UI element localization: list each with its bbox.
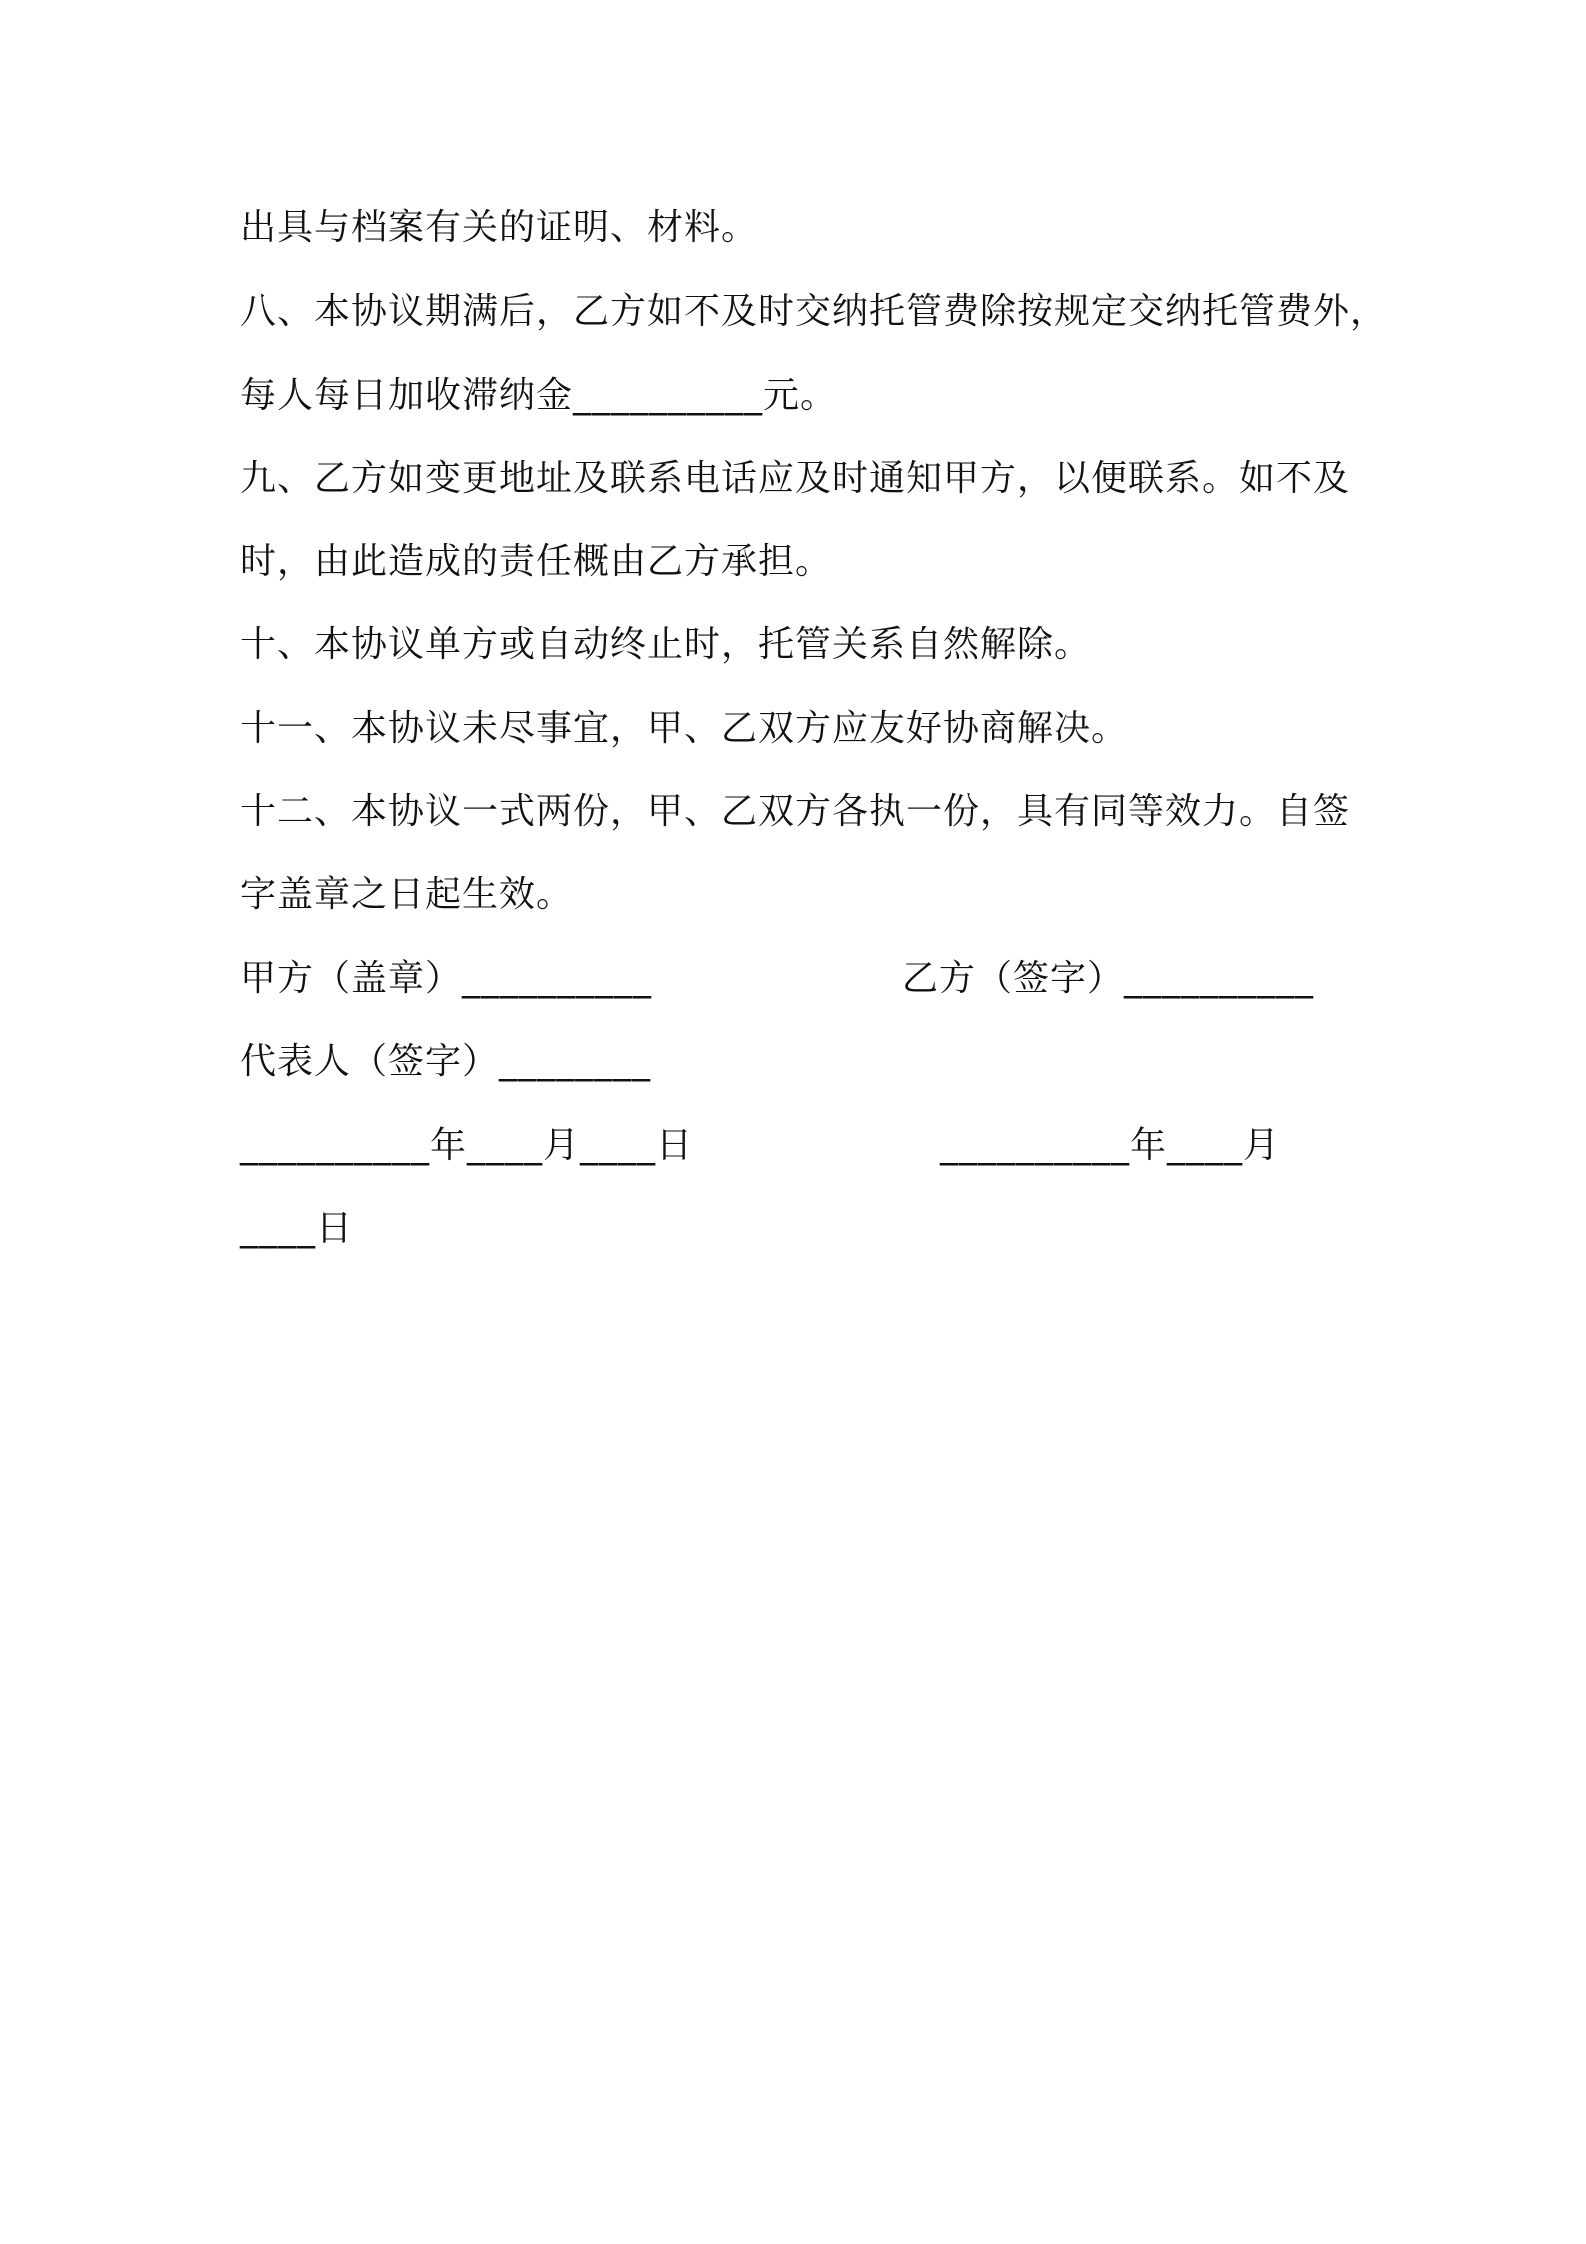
- clause-7-continued: 出具与档案有关的证明、材料。: [240, 207, 759, 248]
- party-b-date-field: __________年____月: [940, 1125, 1280, 1166]
- clause-9-line-2: 时，由此造成的责任概由乙方承担。: [240, 541, 833, 582]
- party-a-date-field: __________年____月____日: [240, 1125, 693, 1166]
- clause-10: 十、本协议单方或自动终止时，托管关系自然解除。: [240, 624, 1092, 665]
- representative-sign-field: 代表人（签字）________: [240, 1041, 652, 1082]
- clause-12-line-1: 十二、本协议一式两份，甲、乙双方各执一份，具有同等效力。自签: [240, 791, 1351, 832]
- clause-11: 十一、本协议未尽事宜，甲、乙双方应友好协商解决。: [240, 708, 1129, 749]
- party-b-sign-field: 乙方（签字）__________: [902, 958, 1315, 999]
- clause-8-line-1: 八、本协议期满后，乙方如不及时交纳托管费除按规定交纳托管费外，: [240, 291, 1388, 332]
- clause-8-line-2: 每人每日加收滞纳金__________元。: [240, 375, 838, 416]
- party-a-seal-field: 甲方（盖章）__________: [240, 958, 653, 999]
- clause-12-line-2: 字盖章之日起生效。: [240, 874, 574, 915]
- clause-9-line-1: 九、乙方如变更地址及联系电话应及时通知甲方，以便联系。如不及: [240, 458, 1351, 499]
- party-b-date-day-field: ____日: [240, 1208, 354, 1249]
